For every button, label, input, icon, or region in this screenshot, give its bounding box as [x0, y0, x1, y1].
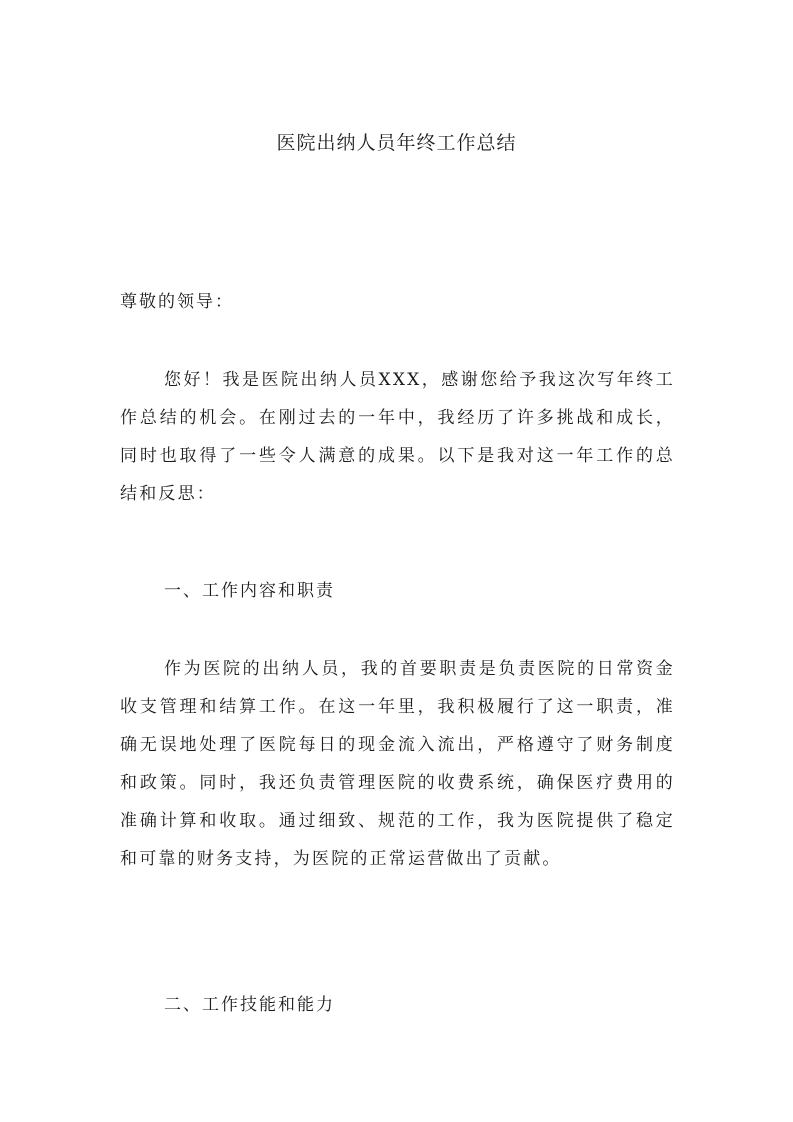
section-1-paragraph: 作为医院的出纳人员，我的首要职责是负责医院的日常资金收支管理和结算工作。在这一年里，我积极履行了这一职责，准确无误地处理了医院每日的现金流入流出，严格遵守了财务制度和政策。同时，我还负责管理医院的收费系统，确保医疗费用的准确计算和收取。通过细致、规范的工作，我为医院提供了稳定和可靠的财务支持，为医院的正常运营做出了贡献。 [120, 659, 675, 869]
intro-paragraph: 您好！我是医院出纳人员XXX，感谢您给予我这次写年终工作总结的机会。在刚过去的一年中，我经历了许多挑战和成长，同时也取得了一些令人满意的成果。以下是我对这一年工作的总结和反思： [120, 370, 675, 504]
document-title: 医院出纳人员年终工作总结 [276, 132, 517, 154]
section-heading-1: 一、工作内容和职责 [164, 581, 335, 601]
salutation: 尊敬的领导： [120, 292, 234, 312]
section-heading-2: 二、工作技能和能力 [164, 995, 335, 1015]
